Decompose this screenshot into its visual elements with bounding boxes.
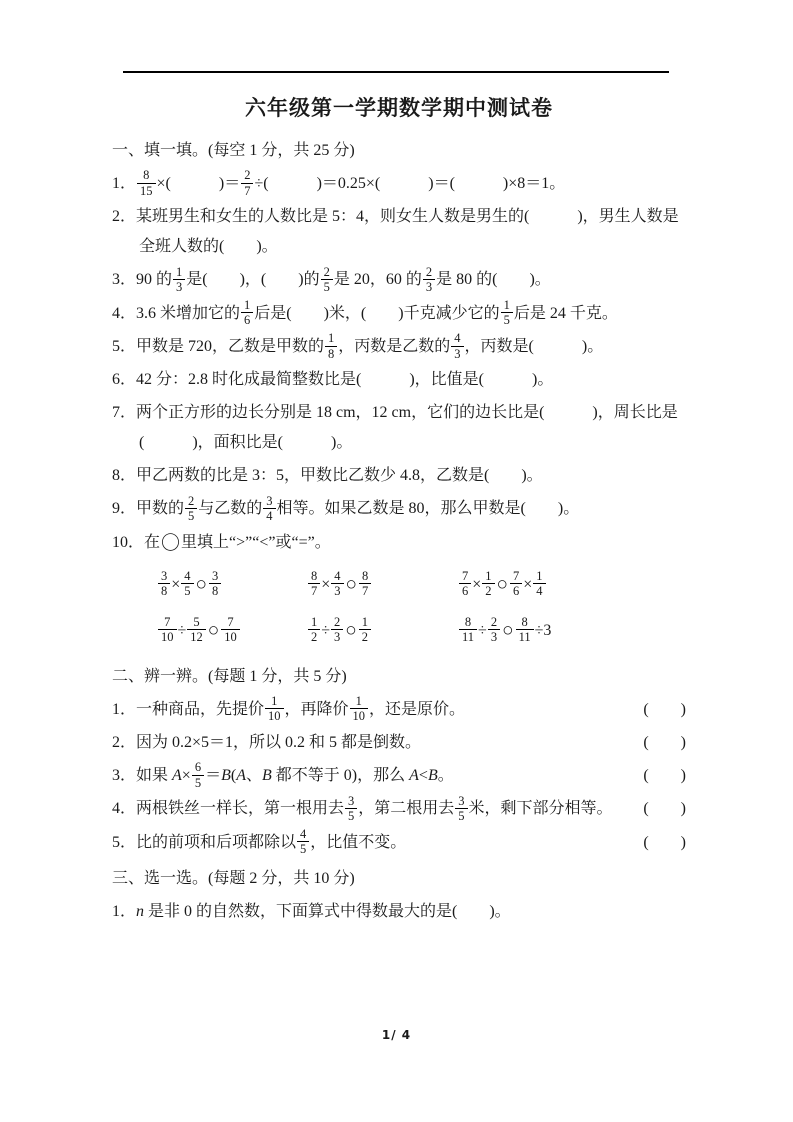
question xyxy=(112,365,686,395)
question-text: 9．甲数的 $\frac{2}{5}$ 与乙数的 $\frac{3}{4}$ 相等。如果乙数是 80，那么甲数是( )。 xyxy=(112,493,580,524)
fraction-denominator: 7 xyxy=(241,183,253,198)
fraction-numerator: 2 xyxy=(334,614,341,629)
fraction xyxy=(350,695,369,723)
fraction-denominator: 2 xyxy=(308,629,320,644)
fraction xyxy=(297,828,309,856)
header-rule xyxy=(123,71,669,73)
question-text: 2．某班男生和女生的人数比是 5：4，则女生人数是男生的( )，男生人数是全班人数的( )。 xyxy=(112,208,679,256)
question xyxy=(112,528,686,558)
fraction-numerator: 1 xyxy=(176,264,183,279)
fraction-denominator: 4 xyxy=(263,508,275,523)
fraction-denominator: 3 xyxy=(331,583,343,598)
fraction-denominator: 3 xyxy=(331,629,343,644)
fraction xyxy=(265,695,284,723)
fraction xyxy=(209,570,221,598)
question xyxy=(112,695,686,725)
fraction-denominator: 5 xyxy=(345,808,357,823)
section-heading: 二、辨一辨。(每题 1 分，共 5 分) xyxy=(112,667,347,685)
fraction-numerator: 8 xyxy=(521,614,528,629)
fraction-denominator: 5 xyxy=(455,808,467,823)
fraction-numerator: 3 xyxy=(458,793,465,808)
fraction-numerator: 4 xyxy=(334,568,341,583)
fraction-numerator: 3 xyxy=(212,568,219,583)
fraction xyxy=(158,570,170,598)
question-text: 4．3.6 米增加它的 $\frac{1}{6}$ 后是( )米，( )千克减少它的 $\frac{1}{5}$ 后是 24 千克。 xyxy=(112,297,618,328)
variable: n xyxy=(136,902,145,920)
fraction-numerator: 4 xyxy=(184,568,191,583)
fraction xyxy=(185,495,197,523)
fraction-numerator: 1 xyxy=(361,614,369,629)
comparison-expression: $\frac{7}{6}$ × $\frac{1}{2}$ ○ $\frac{7}{6}$ × $\frac{1}{4}$ xyxy=(458,570,547,600)
fraction-numerator: 7 xyxy=(462,568,469,583)
fraction-denominator: 6 xyxy=(510,583,522,598)
question xyxy=(112,494,686,524)
question-text: 8．甲乙两数的比是 3：5，甲数比乙数少 4.8，乙数是( )。 xyxy=(112,467,543,485)
fraction xyxy=(459,616,477,644)
fraction-numerator: 1 xyxy=(328,331,335,346)
comparison-expression: $\frac{8}{7}$ × $\frac{4}{3}$ ○ $\frac{8}{7}$ xyxy=(307,570,458,600)
fraction-denominator: 5 xyxy=(185,508,197,523)
question-text: 1．一种商品，先提价 $\frac{1}{10}$ ，再降价 $\frac{1}{10}$ ，还是原价。 xyxy=(112,693,466,724)
question xyxy=(112,897,686,927)
paper-content xyxy=(112,92,686,930)
question xyxy=(112,728,686,758)
fraction xyxy=(321,266,333,294)
fraction xyxy=(308,616,320,644)
fraction-denominator: 5 xyxy=(192,775,204,790)
fraction xyxy=(459,570,471,598)
fraction-numerator: 8 xyxy=(311,568,318,583)
fraction-denominator: 7 xyxy=(359,583,371,598)
answer-bracket: ( ) xyxy=(643,733,686,751)
fraction xyxy=(455,795,467,823)
fraction-numerator: 1 xyxy=(311,614,318,629)
fraction-numerator: 1 xyxy=(355,693,362,708)
fraction-denominator: 10 xyxy=(158,629,177,644)
fraction-denominator: 5 xyxy=(501,312,513,327)
fraction-numerator: 1 xyxy=(503,297,510,312)
comparison-expression: $\frac{3}{8}$ × $\frac{4}{5}$ ○ $\frac{3}{8}$ xyxy=(157,570,307,600)
fraction xyxy=(488,616,500,644)
fraction xyxy=(325,332,337,360)
fraction-denominator: 5 xyxy=(297,841,309,856)
fraction-denominator: 6 xyxy=(241,312,253,327)
fraction xyxy=(158,616,177,644)
circle-placeholder: ○ xyxy=(496,574,509,596)
answer-bracket: ( ) xyxy=(643,766,686,784)
fraction xyxy=(331,616,343,644)
fraction xyxy=(241,169,253,197)
comparison-expression: $\frac{1}{2}$ ÷ $\frac{2}{3}$ ○ $\frac{1}{2}$ xyxy=(307,616,458,646)
question xyxy=(112,202,686,262)
fraction-numerator: 1 xyxy=(271,693,278,708)
fraction xyxy=(533,570,545,598)
question-text: 6．42 分：2.8 时化成最简整数比是( )，比值是( )。 xyxy=(112,371,554,389)
fraction-denominator: 8 xyxy=(209,583,221,598)
fraction-denominator: 5 xyxy=(321,279,333,294)
fraction-denominator: 8 xyxy=(325,346,337,361)
fraction-numerator: 3 xyxy=(266,493,273,508)
fraction xyxy=(308,570,320,598)
fraction xyxy=(173,266,185,294)
fraction xyxy=(263,495,275,523)
fraction xyxy=(192,761,204,789)
comparison-expression: $\frac{7}{10}$ ÷ $\frac{5}{12}$ ○ $\frac{7}{10}$ xyxy=(157,616,307,646)
fraction xyxy=(181,570,193,598)
fraction xyxy=(221,616,240,644)
fraction-numerator: 2 xyxy=(323,264,330,279)
fraction-denominator: 10 xyxy=(265,708,284,723)
question xyxy=(112,299,686,329)
fraction-denominator: 11 xyxy=(516,629,534,644)
fraction-denominator: 4 xyxy=(533,583,545,598)
fraction-denominator: 12 xyxy=(187,629,206,644)
fraction-numerator: 3 xyxy=(348,793,355,808)
fraction xyxy=(451,332,463,360)
question xyxy=(112,332,686,362)
fraction-denominator: 8 xyxy=(158,583,170,598)
variable: A xyxy=(172,766,182,784)
question-text: 2．因为 0.2×5＝1，所以 0.2 和 5 都是倒数。 xyxy=(112,733,422,751)
fraction-denominator: 15 xyxy=(137,183,156,198)
fraction-numerator: 2 xyxy=(425,264,433,279)
fraction-denominator: 7 xyxy=(308,583,320,598)
answer-bracket: ( ) xyxy=(643,800,686,818)
fraction-numerator: 4 xyxy=(300,826,307,841)
fraction-numerator: 1 xyxy=(244,297,251,312)
fraction-numerator: 1 xyxy=(536,568,543,583)
comparison-expression: $\frac{8}{11}$ ÷ $\frac{2}{3}$ ○ $\frac{8}{11}$ ÷3 xyxy=(458,616,551,646)
question-text: 5．比的前项和后项都除以 $\frac{4}{5}$ ，比值不变。 xyxy=(112,826,407,857)
fraction-denominator: 3 xyxy=(488,629,500,644)
fraction-numerator: 4 xyxy=(454,331,461,346)
variable: B xyxy=(262,766,272,784)
fraction-numerator: 2 xyxy=(188,493,195,508)
question-text: 4．两根铁丝一样长，第一根用去 $\frac{3}{5}$ ，第二根用去 $\frac{3}{5}$ 米，剩下部分相等。 xyxy=(112,793,613,824)
question-text: 10．在〇里填上“>”“<”或“=”。 xyxy=(112,532,331,554)
circle-placeholder: ○ xyxy=(195,574,208,596)
fraction-numerator: 7 xyxy=(227,614,234,629)
fraction-denominator: 6 xyxy=(459,583,471,598)
question xyxy=(112,169,686,199)
page-number: 1/ 4 xyxy=(381,1028,412,1042)
fraction-denominator: 10 xyxy=(221,629,240,644)
fraction xyxy=(510,570,522,598)
variable: A xyxy=(409,766,419,784)
circle-placeholder: 〇 xyxy=(161,532,181,554)
section-heading: 三、选一选。(每题 2 分，共 10 分) xyxy=(112,869,355,887)
variable: A xyxy=(236,766,246,784)
variable: B xyxy=(221,766,231,784)
fraction xyxy=(359,570,371,598)
paper-title: 六年级第一学期数学期中测试卷 xyxy=(245,96,553,120)
section-heading: 一、填一填。(每空 1 分，共 25 分) xyxy=(112,142,355,159)
fraction xyxy=(331,570,343,598)
comparison-row xyxy=(112,616,686,646)
question-text: 1． $\frac{8}{15}$ ×( )＝ $\frac{2}{7}$ ÷( )＝0.25×( )＝( )×8＝1。 xyxy=(112,168,566,198)
circle-placeholder: ○ xyxy=(207,620,220,642)
sections-container xyxy=(112,136,686,927)
fraction xyxy=(516,616,534,644)
fraction-numerator: 3 xyxy=(161,568,168,583)
circle-placeholder: ○ xyxy=(345,620,357,642)
fraction-denominator: 11 xyxy=(459,629,477,644)
fraction-denominator: 2 xyxy=(482,583,494,598)
circle-placeholder: ○ xyxy=(502,620,514,642)
comparison-row xyxy=(112,570,686,600)
fraction-denominator: 3 xyxy=(173,279,185,294)
fraction xyxy=(423,266,435,294)
variable: B xyxy=(427,766,438,784)
fraction xyxy=(137,169,156,197)
question xyxy=(112,761,686,791)
fraction-denominator: 5 xyxy=(181,583,193,598)
question xyxy=(112,461,686,491)
fraction-numerator: 8 xyxy=(464,614,472,629)
fraction-numerator: 8 xyxy=(362,568,369,583)
question-text: 5．甲数是 720，乙数是甲数的 $\frac{1}{8}$ ，丙数是乙数的 $\frac{4}{3}$ ，丙数是( )。 xyxy=(112,331,604,361)
fraction-numerator: 2 xyxy=(244,168,251,183)
fraction-numerator: 6 xyxy=(194,760,202,775)
fraction-numerator: 1 xyxy=(485,568,492,583)
circle-placeholder: ○ xyxy=(345,574,358,596)
question xyxy=(112,265,686,295)
fraction xyxy=(345,795,357,823)
fraction-numerator: 7 xyxy=(164,614,171,629)
fraction-numerator: 5 xyxy=(193,614,200,629)
fraction-denominator: 2 xyxy=(359,629,371,644)
answer-bracket: ( ) xyxy=(643,833,686,851)
fraction-numerator: 7 xyxy=(513,568,520,583)
question xyxy=(112,398,686,458)
fraction-denominator: 10 xyxy=(350,708,369,723)
question-text: 3．90 的 $\frac{1}{3}$ 是( )，( )的 $\frac{2}{5}$ 是 20，60 的 $\frac{2}{3}$ 是 80 的( )。 xyxy=(112,264,551,295)
question-text: 3．如果 A× $\frac{6}{5}$ ＝B(A、B 都不等于 0)，那么 A<B。 xyxy=(112,760,454,790)
fraction-numerator: 8 xyxy=(143,168,150,183)
fraction xyxy=(187,616,206,644)
fraction xyxy=(482,570,494,598)
question-text: 7．两个正方形的边长分别是 18 cm，12 cm，它们的边长比是( )，周长比是( )，面积比是( )。 xyxy=(112,404,678,452)
question xyxy=(112,794,686,824)
question-text: 1．n 是非 0 的自然数，下面算式中得数最大的是( )。 xyxy=(112,902,511,920)
fraction-denominator: 3 xyxy=(423,279,435,294)
question xyxy=(112,828,686,858)
fraction-numerator: 2 xyxy=(490,614,498,629)
answer-bracket: ( ) xyxy=(643,700,686,718)
fraction xyxy=(241,299,253,327)
fraction-denominator: 3 xyxy=(451,346,463,361)
fraction xyxy=(359,616,371,644)
fraction xyxy=(501,299,513,327)
